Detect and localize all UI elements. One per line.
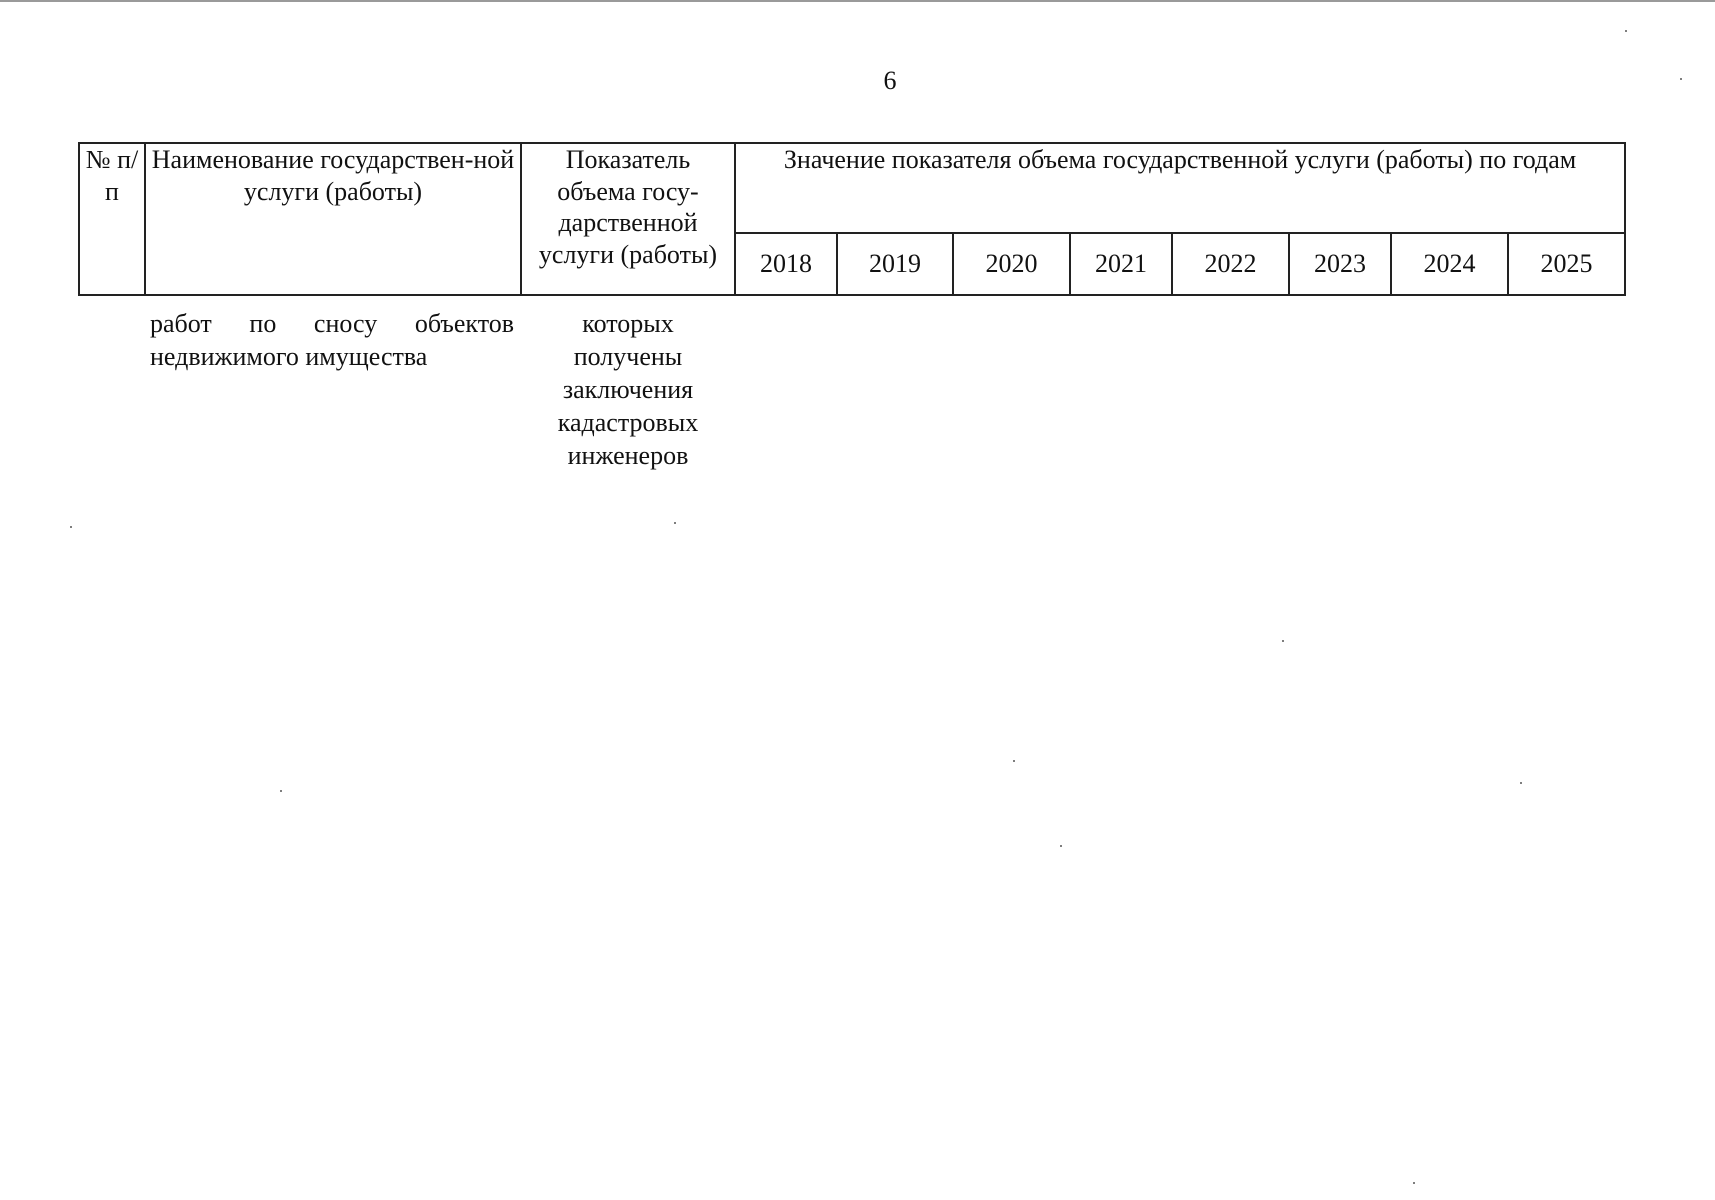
scan-speck [280,790,282,792]
continuation-indicator-line: получены [573,342,683,371]
scan-speck [1680,78,1682,80]
year-2020: 2020 [953,233,1070,295]
continuation-indicator-line: заключения [562,375,694,404]
year-2025: 2025 [1508,233,1625,295]
scan-speck [674,522,676,524]
continuation-indicator-line: кадастровых [557,408,699,437]
page-number: 6 [883,66,897,95]
year-2024: 2024 [1391,233,1508,295]
year-2021: 2021 [1070,233,1172,295]
scan-speck [1013,760,1015,762]
header-num: № п/п [79,143,145,295]
continuation-name-line-2: недвижимого имущества [150,342,428,371]
page-top-rule [0,0,1715,2]
continuation-indicator-line: инженеров [567,441,689,470]
scan-speck [1520,782,1522,784]
header-service-name: Наименование государствен-ной услуги (работы) [145,143,521,295]
scan-speck [1060,845,1062,847]
scan-speck [1625,30,1627,32]
year-2023: 2023 [1289,233,1391,295]
continuation-name-line-1: работ по сносу объектов [150,309,514,338]
services-table [78,142,1626,296]
header-value-by-years: Значение показателя объема государственной услуги (работы) по годам [735,143,1625,233]
continuation-service-name [150,307,514,373]
continuation-indicator-line: которых [582,309,674,338]
header-indicator: Показатель объема госу-дарственной услуги (работы) [521,143,735,295]
scan-speck [1413,1182,1415,1184]
year-2022: 2022 [1172,233,1289,295]
scan-speck [70,526,72,528]
scan-speck [1282,640,1284,642]
header-row-top [79,143,1625,233]
year-2018: 2018 [735,233,837,295]
year-2019: 2019 [837,233,953,295]
continuation-indicator [530,307,726,472]
